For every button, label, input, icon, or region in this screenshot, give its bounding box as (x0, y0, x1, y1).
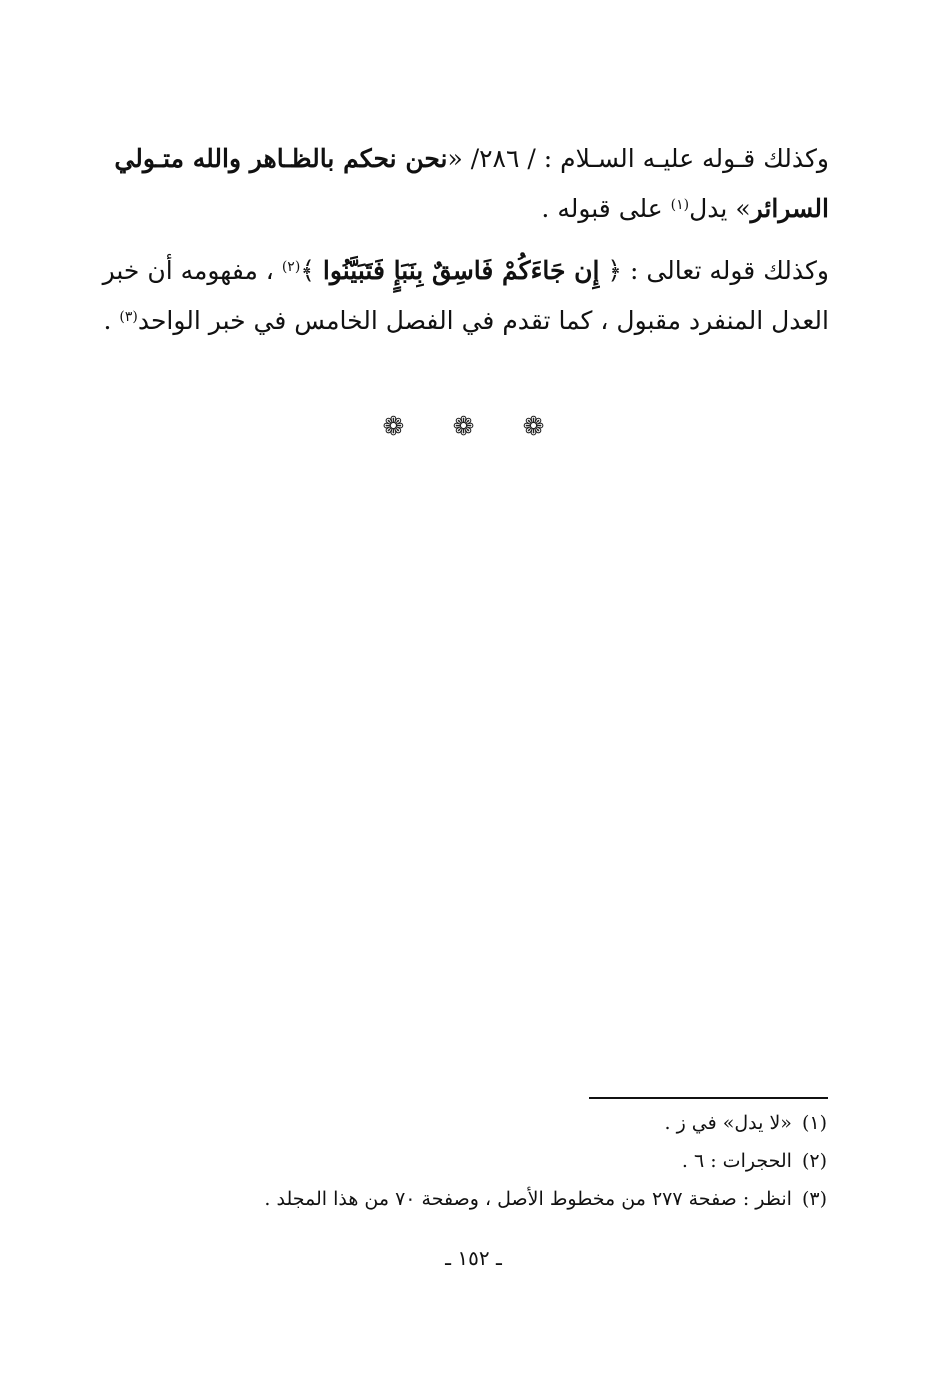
text-run: على قبوله . (541, 194, 671, 223)
footnote-separator (589, 1097, 828, 1099)
footnote-number: (٣) (801, 1188, 827, 1210)
footnote (664, 1110, 827, 1136)
footnote-ref[interactable]: (١) (670, 197, 690, 213)
text-run: ، مفهومه أن خبر (102, 256, 282, 285)
footnote-ref[interactable]: (٣) (119, 309, 138, 325)
paragraph-2-line-1 (102, 254, 829, 288)
page-number: ـ ١٥٢ ـ (445, 1246, 502, 1270)
footnote-number: (١) (801, 1112, 827, 1134)
paragraph-1-line-1 (114, 142, 829, 176)
text-run: وكذلك قوله تعالى : ﴿ (599, 256, 829, 285)
text-run: العدل المنفرد مقبول ، كما تقدم في الفصل الخامس في خبر الواحد (137, 306, 829, 335)
footnote-text: «لا يدل» في ز . (664, 1112, 792, 1134)
text-run: » يدل (689, 194, 751, 223)
footnote-text: انظر : صفحة ٢٧٧ من مخطوط الأصل ، وصفحة ٧٠ من هذا المجلد . (264, 1188, 792, 1210)
paragraph-2-line-2 (103, 304, 829, 338)
hadith-quote: نحن نحكم بالظـاهر والله متـولي (114, 144, 448, 173)
footnote-text: الحجرات : ٦ . (681, 1150, 792, 1172)
text-run: ﴾ (300, 256, 323, 285)
paragraph-1-line-2 (541, 192, 829, 226)
text-run: . (103, 306, 120, 335)
hadith-quote-end: السرائر (750, 194, 829, 223)
footnote (682, 1148, 827, 1174)
text-run: وكذلك قـوله عليـه السـلام : / ٢٨٦/ « (447, 144, 829, 173)
footnote-ref[interactable]: (٢) (281, 259, 301, 275)
footnote (264, 1186, 827, 1212)
section-divider-ornament: ❁ ❁ ❁ (382, 412, 565, 442)
footnote-number: (٢) (801, 1150, 827, 1172)
quran-verse: إِن جَاءَكُمْ فَاسِقٌ بِنَبَإٍ فَتَبَيَّنُوا (322, 256, 600, 285)
